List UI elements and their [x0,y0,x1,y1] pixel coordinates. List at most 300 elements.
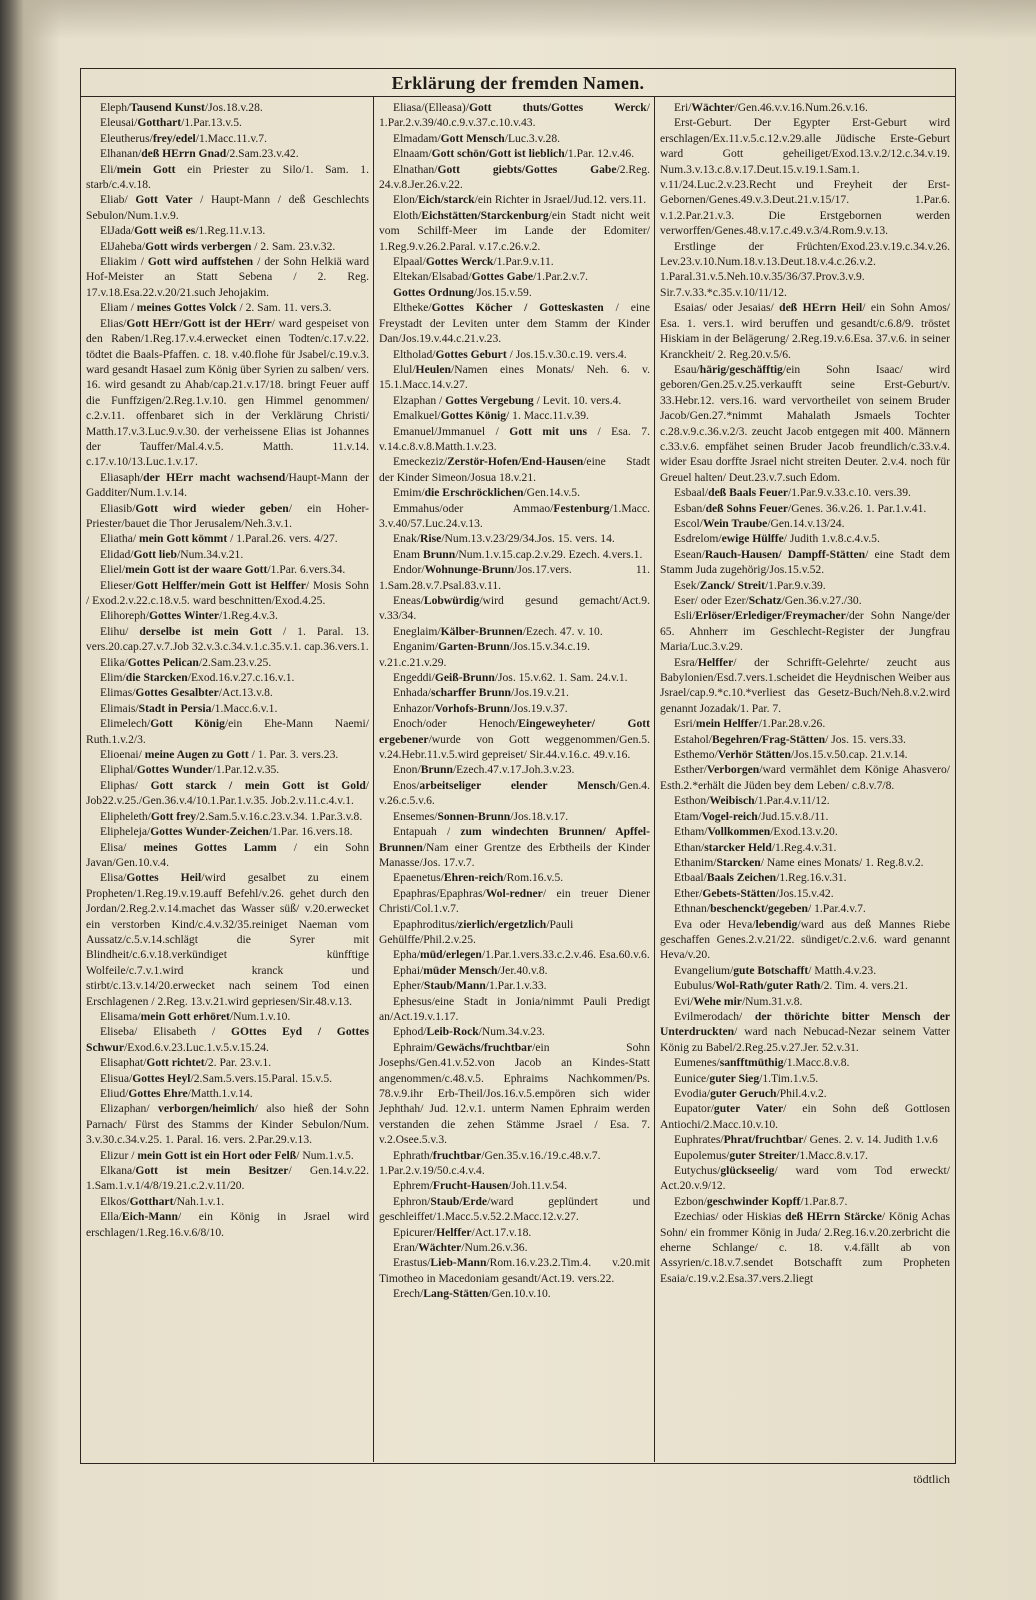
glossary-entry [86,1163,369,1194]
entry-reference: /Gen.35.v.16./19.c.48.v.7. 1.Par.2.v.19/50.c.4.v.4. [379,1148,601,1178]
entry-meaning: Gottes Heil [126,871,202,885]
entry-reference: / eine Stadt dem Stamm Juda zugehörig/Jos.15.v.52. [660,547,950,577]
entry-name: Eltekan/Elsabad/ [393,270,472,284]
entry-name: Enak/ [393,532,421,546]
glossary-entry [86,762,369,777]
entry-name: Ephraim/ [393,1040,437,1054]
entry-reference: /Exod.23.v.19.c.34.v.26. Lev.23.v.10.Num.18.v.13.Deut.18.v.4.c.26.v.2. 1.Paral.31.v.5.Neh.10.v.35/36/37.Prov.3.v.9. Sir.7.v.33.*c.35.v.10/11/12. [660,239,950,299]
glossary-entry [86,470,369,501]
entry-name: Elizaphan/ [100,1102,159,1116]
entry-meaning: Ehren-reich [443,871,504,885]
entry-meaning: zierlich/ergetzlich [458,917,547,931]
entry-reference: /1.Par.2.v.7. [533,270,589,284]
entry-meaning: guter Vater [713,1102,784,1116]
entry-reference: /Nam einer Grentze des Erbtheils der Kinder Manasse/Jos. 17.v.7. [379,840,650,869]
glossary-entry [660,300,950,362]
entry-meaning: Staub/Mann [423,979,486,993]
entry-meaning: verborgen/heimlich [158,1102,255,1116]
entry-name: Elul/ [393,362,416,376]
entry-meaning: deß HErrn Gnad [141,147,227,161]
glossary-entry [86,501,369,532]
entry-reference: / 2. Sam. 11. vers.3. [236,301,332,315]
entry-reference: / Gen.14.v.22. 1.Sam.1.v.1/4/8/19.21.c.2.v.11/20. [86,1164,369,1193]
glossary-entry [379,501,650,532]
entry-name: Eutychus/ [674,1164,721,1178]
entry-meaning: härig/geschäfftig [699,362,783,376]
entry-meaning: Eingeweyheter/ Gott ergebener [379,717,650,746]
entry-meaning: deß HErrn Heil [779,301,863,315]
entry-name: Estahol/ [674,732,712,746]
entry-meaning: beschenckt/gegeben [710,902,808,916]
entry-name: Elieser/ [100,578,136,592]
entry-meaning: Eich-Mann [121,1210,178,1224]
entry-meaning: derselbe ist mein Gott [139,624,273,638]
entry-meaning: Gott giebts/Gottes Gabe [437,162,617,176]
entry-meaning: Gottes Wunder [136,763,213,777]
entry-meaning: Gott lieb [133,547,177,561]
glossary-entry [86,778,369,809]
entry-meaning: Stadt in Persia [138,701,212,715]
entry-meaning: Schatz [748,594,782,607]
entry-name: Ephod/ [393,1025,427,1039]
entry-meaning: ewige Hülffe [721,532,784,546]
entry-reference: /1.Par. 16.vers.18. [268,825,353,839]
entry-reference: /Jos.15.v.50.cap. 21.v.14. [790,748,908,762]
entry-meaning: Brunn [420,763,453,777]
glossary-entry [379,994,650,1025]
entry-name: Elipheleja/ [100,825,151,839]
glossary-entry [379,1024,650,1039]
entry-reference: /1.Par.1.v.33. [485,979,547,993]
entry-name: Ezechias/ oder Hiskias [674,1210,786,1224]
entry-reference: /Num.34.v.23. [478,1025,545,1039]
entry-reference: /Pauli Gehülffe/Phil.2.v.25. [379,917,574,946]
glossary-entry [86,1071,369,1086]
entry-name: Ezbon/ [674,1194,707,1208]
entry-meaning: Gottes König [440,409,507,423]
entry-reference: / 1. Par. 3. vers.23. [248,748,339,762]
entry-name: Elisa/ [100,840,144,854]
entry-name: Emalkuel/ [393,409,441,423]
glossary-entry [379,162,650,193]
glossary-entry [379,670,650,685]
entry-reference: /Num.34.v.21. [176,547,244,561]
entry-name: Eliasib/ [100,501,136,515]
entry-name: Eliatha/ [100,532,139,546]
entry-meaning: Rise [420,532,442,546]
entry-name: Eliam / [100,301,137,315]
page-frame [80,68,956,1464]
entry-meaning: Gott frey [150,809,197,823]
entry-reference: /Num.26.v.36. [461,1241,528,1255]
glossary-entry [86,809,369,824]
glossary-entry [660,1086,950,1101]
entry-reference: /wurde von Gott weggenommen/Gen.5. v.24.Hebr.11.v.5.wird gepreiset/ Sir.44.v.16.c. 49.v.16. [379,732,650,762]
entry-name: Etam/ [674,809,702,823]
glossary-entry [379,285,650,300]
entry-name: Eli/ [100,162,117,176]
glossary-entry [379,809,650,824]
glossary-entry [86,239,369,254]
glossary-entry [660,917,950,963]
entry-name: Emmahus/oder Ammao/ [393,501,554,515]
entry-name: Enam [393,547,423,561]
entry-meaning: Eichstätten/Starckenburg [421,208,549,222]
glossary-entry [379,1286,650,1301]
entry-name: Erastus/ [393,1256,431,1270]
entry-name: Eliphal/ [100,763,137,777]
glossary-entry [86,162,369,193]
glossary-entry [379,870,650,885]
entry-meaning: Gottes Werck [425,255,494,269]
entry-name: Emeckeziz/ [393,455,448,469]
entry-name: Elimelech/ [100,717,151,731]
entry-name: Eupator/ [674,1102,714,1116]
entry-meaning: GOttes Eyd / Gottes Schwur [86,1025,369,1054]
entry-reference: / Job22.v.25./Gen.36.v.4/10.1.Par.1.v.35. Job.2.v.11.c.4.v.1. [86,778,369,808]
entry-reference: eine Stadt in Jonia/nimmt Pauli Predigt an/Act.19.v.1.17. [379,994,650,1023]
glossary-entry [660,840,950,855]
entry-reference: /Jos.18.v.17. [510,809,569,823]
glossary-entry [86,1086,369,1101]
glossary-entry [660,1209,950,1286]
entry-meaning: der HErr macht wachsend [143,470,286,484]
entry-meaning: Gottes Ordnung [393,285,474,299]
entry-name: Elipheleth/ [100,809,151,823]
entry-reference: /1.Par.1.vers.33.c.2.v.46. Esa.60.v.6. [481,948,650,962]
glossary-entry [660,578,950,593]
entry-reference: /Exod.6.v.23.Luc.1.v.5.v.15.24. [124,1040,269,1054]
entry-meaning: Gott wird wieder geben [135,501,289,515]
entry-reference: /Num.31.v.8. [741,994,803,1008]
glossary-entry [379,1040,650,1148]
entry-name: Eran/ [393,1241,419,1255]
entry-name: Elim/ [100,671,126,685]
entry-reference: /1.Reg.4.v.31. [771,840,837,854]
entry-name: Eva oder Heva/ [674,917,756,931]
glossary-entry [86,670,369,685]
entry-meaning: Eich/starck [418,193,475,207]
entry-meaning: müder Mensch [423,963,498,977]
entry-name: Ephrem/ [393,1179,433,1193]
entry-name: Ephai/ [393,963,424,977]
entry-reference: / ein treuer Diener Christi/Col.1.v.7. [379,886,650,916]
glossary-entry [86,685,369,700]
entry-name: Evangelium/ [674,963,734,977]
entry-name: ElJada/ [100,224,135,238]
glossary-entry [86,824,369,839]
glossary-entry [379,824,650,870]
entry-meaning: Kälber-Brunnen [440,624,523,638]
glossary-entry [379,393,650,408]
entry-reference: / Esa. 7. v.14.c.8.v.8.Matth.1.v.23. [379,424,650,453]
entry-reference: / Jos. 15. vers.33. [825,732,906,746]
entry-reference: /Joh.11.v.54. [508,1179,568,1193]
entry-meaning: Festenburg [553,501,610,515]
glossary-entry [86,562,369,577]
entry-name: Eumenes/ [674,1056,720,1070]
entry-name: Eliasaph/ [100,470,144,484]
entry-name: Esther/ [674,763,707,777]
entry-name: Ella/ [100,1210,122,1224]
entry-reference: / 1.Par.4.v.7. [807,902,866,916]
entry-name: Eneglaim/ [393,624,441,638]
entry-reference: / 1. Paral. 13. vers.20.cap.27.v.7.Job 32.v.3.c.34.v.1.c.35.v.1. cap.36.vers.1. [86,624,369,654]
glossary-entry [379,593,650,624]
entry-reference: /Rom.16.v.23.2.Tim.4. v.20.mit Timotheo in Macedoniam gesandt/Act.19. vers.22. [379,1256,650,1285]
entry-meaning: Gott ist mein Besitzer [135,1164,289,1178]
entry-reference: / ein Sohn deß Gottlosen Antiochi/2.Macc.10.v.10. [660,1102,950,1131]
entry-meaning: Sonnen-Brunn [437,809,511,823]
entry-name: Elmadam/ [393,131,441,145]
entry-meaning: meine Augen zu Gott [144,748,249,762]
glossary-entry [660,747,950,762]
entry-reference: /Jos.19.v.21. [510,686,569,700]
entry-name: Elon/ [393,193,419,207]
entry-meaning: frey/edel [152,131,196,145]
glossary-entry [379,424,650,455]
glossary-entry [660,1101,950,1132]
entry-reference: /1.Par.9.v.11. [493,255,554,269]
entry-name: Escol/ [674,516,703,530]
glossary-entry [660,485,950,500]
entry-meaning: Gott weiß es [134,224,196,238]
entry-reference: / Haupt-Mann / deß Geschlechts Sebulon/Num.1.v.9. [86,193,370,222]
entry-meaning: Gott König [150,717,225,731]
entry-reference: /ein Sohn Josephs/Gen.41.v.52.von Jacob an Kindes-Statt angenommen/c.48.v.5. Ephraims Nachkommen/Ps. 78.v.9.ihr Erb-Theil/Jos.16.v.5.empören sich wider Jephthah/ Jud. 12.v.1. unterm Namen Ephraim werden verstanden die zehen Stämme Jsrael / Esa. 7. v.2.Osee.5.v.3. [379,1040,650,1147]
entry-meaning: guter Streiter [729,1148,797,1162]
entry-meaning: Gott HErr/Gott ist der HErr [126,316,272,330]
entry-reference: /1.Macc.11.v.7. [195,131,267,145]
entry-reference: /2.Reg. 24.v.8.Jer.26.v.22. [379,162,650,192]
entry-reference: / ein Sohn Javan/Gen.10.v.4. [86,840,369,869]
glossary-columns [81,97,955,1462]
entry-name: Engeddi/ [393,671,435,685]
entry-reference: /ward vermählet dem Könige Ahasvero/ Esth.2.*erhält die Jüden bey dem Leben/ c.8.v.7/8. [660,763,950,792]
glossary-entry [86,531,369,546]
entry-meaning: Gottes Köcher / Gotteskasten [431,301,604,315]
entry-meaning: Gott Mensch [440,131,505,145]
glossary-entry [86,192,369,223]
glossary-entry [660,1194,950,1209]
entry-name: Elisama/ [100,1009,141,1023]
glossary-entry [660,1148,950,1163]
entry-reference: /Gen.10.v.10. [488,1287,551,1301]
entry-reference: /Act.17.v.18. [471,1225,532,1239]
entry-reference: / 1. Macc.11.v.39. [506,409,589,423]
entry-name: Epaphras/Epaphras/ [393,886,486,900]
glossary-entry [660,608,950,654]
entry-meaning: gute Botschafft [733,963,809,977]
glossary-entry [379,639,650,670]
entry-meaning: Wol-Rath/guter Rath [715,979,821,993]
entry-reference: / Num.1.v.5. [296,1148,354,1162]
glossary-entry [379,1240,650,1255]
glossary-entry [660,855,950,870]
glossary-entry [379,762,650,777]
entry-reference: /ein Stadt nicht weit vom Schilff-Meer im Lande der Edomiter/ 1.Reg.9.v.26.2.Paral. v.17.c.26.v.2. [379,208,650,253]
entry-reference: /ein Sohn Isaac/ wird geboren/Gen.25.v.25.verkaufft seine Erst-Geburt/v. 33.Hebr.12. vers.16. ward vervortheilet von seinem Bruder Jacob/Gen.27.*nimmt Mahalath Jsmaels Tochter c.28.v.9.c.36.v.2/3. zeucht Jacob entgegen mit 400. Männern c.33.v.6. empfähet seinen Bruder Jacob freundlich/c.33.v.4. wider Esau dorffte Jsrael nicht streiten Deuter. 2.v.4. noch für Greuel halten/ Deut.23.v.7.such Edom. [660,362,950,484]
entry-meaning: Lobwürdig [423,594,480,607]
glossary-entry [660,516,950,531]
glossary-entry [86,1024,369,1055]
glossary-entry [660,1071,950,1086]
entry-name: Elika/ [100,655,128,669]
entry-name: Ether/ [674,886,703,900]
entry-reference: /2.Sam.5.v.16.c.23.v.34. 1.Par.3.v.8. [196,809,363,823]
entry-name: Eupolemus/ [674,1148,730,1162]
entry-reference: /2.Sam.5.vers.15.Paral. 15.v.5. [190,1071,333,1085]
entry-meaning: fruchtbar [432,1148,482,1162]
glossary-entry [379,100,650,131]
entry-meaning: Gotthart [129,1194,174,1208]
entry-reference: / 1.Paral.26. vers. 4/27. [227,532,338,546]
entry-meaning: Baals Zeichen [706,871,777,885]
entry-meaning: mein Gott erhöret [140,1009,230,1023]
entry-name: Eliakim / [100,255,148,269]
entry-reference: /Jer.40.v.8. [497,963,548,977]
glossary-entry [86,300,369,315]
entry-name: Esban/ [674,501,706,515]
entry-reference: /1.Par. 12.v.46. [564,147,635,161]
entry-name: Ethnan/ [674,902,711,916]
entry-meaning: Starcken [716,855,761,869]
entry-name: Elioenai/ [100,748,145,762]
entry-name: Enoch/oder Henoch/ [393,717,519,731]
entry-reference: /Matth.1.v.14. [187,1087,253,1100]
entry-reference: /Num.13.v.23/29/34.Jos. 15. vers. 14. [441,532,615,546]
entry-name: Ensemes/ [393,809,438,823]
entry-name: Enos/ [393,778,420,792]
entry-reference: / Levit. 10. vers.4. [533,393,622,407]
entry-name: Enhazor/ [393,701,435,715]
glossary-entry [660,655,950,717]
entry-name: Esdrelom/ [674,532,722,546]
entry-reference: /2.Sam.23.v.25. [198,655,272,669]
glossary-entry [379,269,650,284]
entry-meaning: Gewächs/fruchtbar [436,1040,533,1054]
entry-name: Ethan/ [674,840,705,854]
glossary-entry [660,978,950,993]
entry-name: Eliseba/ Elisabeth / [100,1025,231,1039]
entry-reference: /1.Par.4.v.11/12. [754,794,830,808]
entry-reference: / ein Hoher-Priester/bauet die Thor Jerusalem/Neh.3.v.1. [86,501,369,530]
entry-reference: /1.Par.12.v.35. [212,763,280,777]
entry-meaning: glückseelig [720,1164,775,1178]
glossary-entry [660,531,950,546]
glossary-entry [660,115,950,238]
entry-name: Eser/ oder Ezer/ [674,594,749,607]
glossary-entry [379,685,650,700]
entry-meaning: Lieb-Mann [430,1256,487,1270]
entry-meaning: Phrat/fruchtbar [723,1133,804,1147]
entry-reference: / ward vom Tod erweckt/ Act.20.v.9/12. [660,1164,950,1193]
entry-reference: / 1.Par.2.v.39/40.c.9.v.37.c.10.v.43. [379,101,650,130]
entry-reference: /1.Macc. 3.v.40/57.Luc.24.v.13. [379,501,650,530]
entry-meaning: Gott Helffer/mein Gott ist Helffer [135,578,306,592]
glossary-entry [86,1009,369,1024]
page-title: Erklärung der fremden Namen. [81,69,955,97]
entry-name: Eltholad/ [393,347,436,361]
entry-name: Esthemo/ [674,748,718,762]
entry-reference: /Phil.4.v.2. [776,1087,827,1100]
entry-meaning: Gott schön/Gott ist lieblich [431,147,565,161]
glossary-entry [660,809,950,824]
glossary-entry [379,547,650,562]
entry-reference: /1.Macc.8.v.8. [783,1056,850,1070]
glossary-entry [379,300,650,346]
entry-reference: / König Achas Sohn/ ein frommer König in Juda/ 2.Reg.16.v.20.zerbricht die eherne Schlange/ c. 18. v.4.fällt ab von Assyrien/c.18.v.7.sendet Botschafft zum Propheten Esaia/c.19.v.2.Esa.37.vers.2.liegt [660,1210,950,1285]
entry-meaning: Rauch-Hausen/ Dampff-Stätten [704,547,866,561]
entry-name: Elias/ [100,316,127,330]
entry-name: Erst-Geburt. [674,116,754,130]
entry-name: Erech/ [393,1287,424,1301]
glossary-entry [660,501,950,516]
entry-reference: /1.Tim.1.v.5. [759,1071,819,1085]
glossary-entry [660,239,950,301]
entry-name: Esra/ [674,655,698,669]
entry-name: Ephron/ [393,1194,431,1208]
entry-name: Epaphroditus/ [393,917,459,931]
entry-reference: / ein Sohn Amos/ Esa. 1. vers.1. wird beruffen und gesandt/c.6.8/9. tröstet Hiskiam in der Belägerung/ 2.Reg.19.v.6.Esa. 37.v.6. in seiner Kranckheit/ 2. Reg.20.v.5/6. [660,301,950,361]
entry-name: Elihu/ [100,624,140,638]
column-left [81,97,373,1462]
glossary-entry [86,624,369,655]
entry-meaning: Heulen [415,362,451,376]
entry-reference: /wird gesalbet zu einem Propheten/1.Reg.19.v.19.auff Befehl/v.26. gehet durch den Jordan/2.Reg.2.v.14.machet das Wasser süß/ v.20.erwecket ein verstorben Kind/c.4.v.32/35.reiniget Naeman vom Aussatz/c.5.v.14.schlägt die Syrer mit Blindheit/c.6.v.18.verkündiget künfftige Wolfeile/c.7.v.1.wird kranck und stirbt/c.13.v.14/20.erwecket nach seinem Tod einen Erschlagenen / 2.Reg. 13.v.21.wird gepriesen/Sir.48.v.13. [86,871,369,1008]
entry-reference: /Jos.15.v.59. [473,285,532,299]
glossary-entry [660,732,950,747]
entry-reference: / 2. Sam. 23.v.32. [251,239,336,253]
entry-name: Emanuel/Jmmanuel / [393,424,510,438]
glossary-entry [379,917,650,948]
entry-meaning: Verhör Stätten [717,748,791,762]
entry-reference: ein Priester zu Silo/1. Sam. 1. starb/c.4.v.18. [86,162,369,192]
glossary-entry [86,115,369,130]
entry-name: Elnathan/ [393,162,438,176]
entry-name: Evilmerodach/ [674,1009,755,1023]
entry-name: Esau/ [674,362,700,376]
entry-name: Esri/ [674,717,696,731]
entry-meaning: Gottes Pelican [127,655,199,669]
entry-name: Esbaal/ [674,486,709,500]
entry-meaning: Garten-Brunn [438,640,510,654]
entry-reference: /ward geplündert und geschleiffet/1.Macc.5.v.52.2.Macc.12.v.27. [379,1194,650,1224]
glossary-entry [379,485,650,500]
entry-name: Epaenetus/ [393,871,444,885]
entry-meaning: Gott richtet [146,1056,205,1070]
entry-meaning: zum windechten Brunnen/ Apffel-Brunnen [379,825,650,854]
entry-reference: /Jos.19.v.37. [509,701,568,715]
entry-reference: / Matth.4.v.23. [808,963,877,977]
entry-meaning: lebendig [755,917,798,931]
entry-meaning: deß Sohns Feuer [705,501,789,515]
glossary-entry [379,947,650,962]
entry-reference: / Judith 1.v.8.c.4.v.5. [783,532,880,546]
entry-meaning: meines Gottes Volck [136,301,237,315]
entry-meaning: guter Sieg [709,1071,760,1085]
entry-name: Esthon/ [674,794,710,808]
entry-reference: / Jos.15.v.30.c.19. vers.4. [506,347,627,361]
glossary-entry [379,531,650,546]
entry-name: Entapuah / [393,825,461,839]
entry-meaning: guter Geruch [710,1087,777,1100]
glossary-entry [379,347,650,362]
entry-name: Etbaal/ [674,871,707,885]
glossary-entry [379,408,650,423]
entry-meaning: Gottes Vergebung [445,393,534,407]
entry-meaning: Lang-Stätten [423,1287,489,1301]
